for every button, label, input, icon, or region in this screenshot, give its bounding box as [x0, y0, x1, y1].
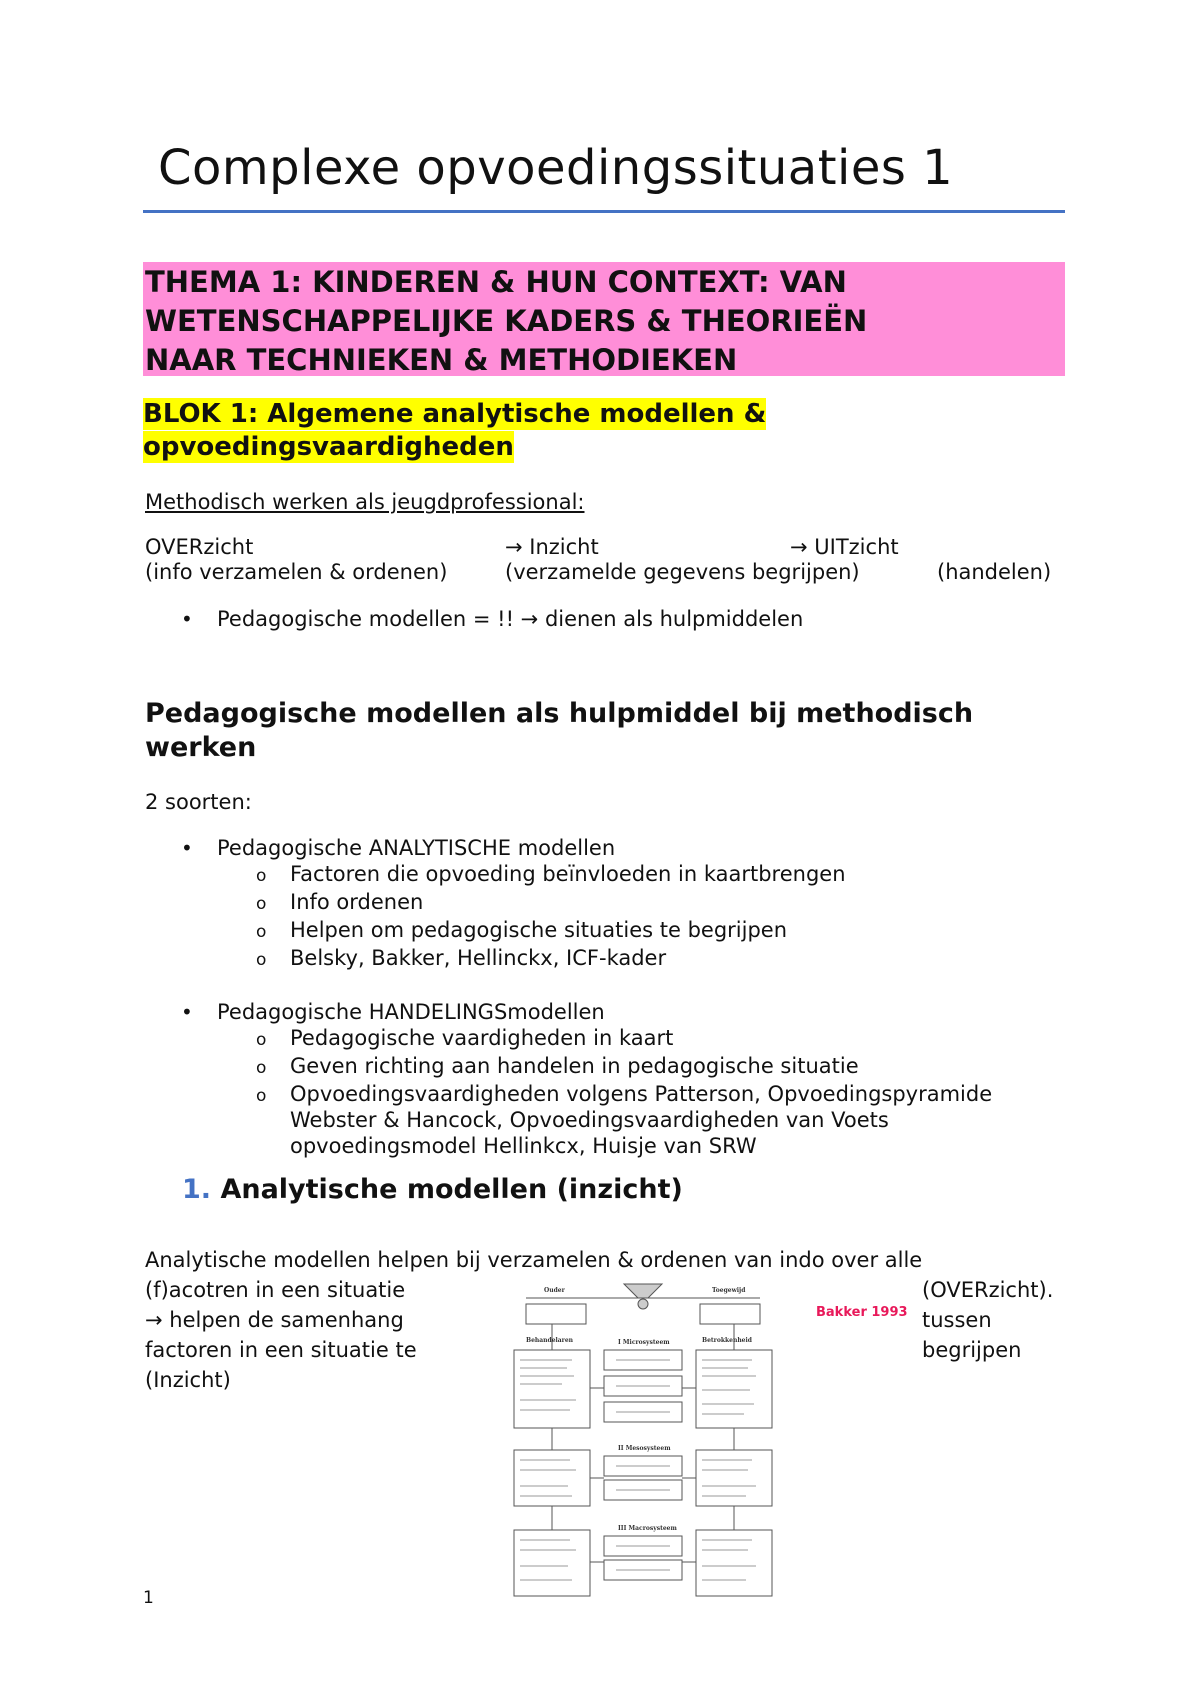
analytisch-para-right: (OVERzicht).: [922, 1278, 1054, 1302]
analytisch-para-left: factoren in een situatie te: [145, 1338, 417, 1362]
analytisch-label: Pedagogische ANALYTISCHE modellen: [217, 836, 616, 860]
analytisch-item: Belsky, Bakker, Hellinckx, ICF-kader: [290, 946, 667, 970]
figure-label: II Mesosysteem: [618, 1445, 671, 1452]
sub-bullet-icon: o: [256, 866, 267, 886]
handelings-item-line-3: opvoedingsmodel Hellinkcx, Huisje van SRW: [290, 1134, 757, 1158]
uitzicht-label: → UITzicht: [790, 535, 899, 559]
page-title: Complexe opvoedingssituaties 1: [158, 140, 954, 196]
handelings-item: Geven richting aan handelen in pedagogische situatie: [290, 1054, 859, 1078]
inzicht-desc: (verzamelde gegevens begrijpen): [505, 560, 860, 584]
section-heading-line-1: Pedagogische modellen als hulpmiddel bij methodisch: [145, 698, 974, 729]
handelings-item: Pedagogische vaardigheden in kaart: [290, 1026, 674, 1050]
sub-bullet-icon: o: [256, 950, 267, 970]
figure-label: Ouder: [544, 1287, 565, 1294]
analytisch-item: Factoren die opvoeding beïnvloeden in kaartbrengen: [290, 862, 846, 886]
methodisch-heading: Methodisch werken als jeugdprofessional:: [145, 490, 585, 514]
sub-bullet-icon: o: [256, 1058, 267, 1078]
overzicht-label: OVERzicht: [145, 535, 254, 559]
analytisch-para-line-1: Analytische modellen helpen bij verzamelen & ordenen van indo over alle: [145, 1248, 923, 1272]
figure-label: Behandelaren: [526, 1337, 574, 1344]
sub-bullet-icon: o: [256, 894, 267, 914]
blok-heading-line-2: opvoedingsvaardigheden: [143, 432, 514, 462]
handelings-item-line-1: Opvoedingsvaardigheden volgens Patterson, Opvoedingspyramide: [290, 1082, 993, 1106]
analytisch-para-left: (Inzicht): [145, 1368, 231, 1392]
inzicht-label: → Inzicht: [505, 535, 599, 559]
analytische-modellen-heading: [182, 1173, 683, 1207]
heading-number: 1.: [182, 1174, 212, 1205]
sub-bullet-icon: o: [256, 1086, 267, 1106]
soorten-intro: 2 soorten:: [145, 790, 252, 814]
analytisch-para-right: tussen: [922, 1308, 992, 1332]
section-heading-line-2: werken: [145, 732, 257, 763]
bakker-model-diagram: [512, 1280, 774, 1598]
analytisch-para-right: begrijpen: [922, 1338, 1022, 1362]
bullet-icon: •: [181, 607, 193, 631]
uitzicht-desc: (handelen): [937, 560, 1052, 584]
thema-line-1: THEMA 1: KINDEREN & HUN CONTEXT: VAN: [145, 265, 847, 299]
title-underline: [143, 210, 1065, 213]
sub-bullet-icon: o: [256, 922, 267, 942]
analytisch-para-left: (f)acotren in een situatie: [145, 1278, 406, 1302]
modellen-bullet-text: Pedagogische modellen = !! → dienen als hulpmiddelen: [217, 607, 804, 631]
thema-heading: [143, 262, 1065, 376]
bullet-icon: •: [181, 1000, 193, 1024]
blok-heading-line-1: BLOK 1: Algemene analytische modellen &: [143, 399, 767, 429]
analytisch-item: Helpen om pedagogische situaties te begrijpen: [290, 918, 788, 942]
figure-label: Betrokkenheid: [702, 1337, 752, 1344]
thema-line-3: NAAR TECHNIEKEN & METHODIEKEN: [145, 343, 738, 377]
overzicht-desc: (info verzamelen & ordenen): [145, 560, 448, 584]
heading-text: Analytische modellen (inzicht): [220, 1174, 683, 1205]
thema-line-2: WETENSCHAPPELIJKE KADERS & THEORIEËN: [145, 304, 868, 338]
figure-label: Toegewijd: [712, 1287, 746, 1294]
analytisch-para-left: → helpen de samenhang: [145, 1308, 404, 1332]
figure-label: I Microsysteem: [618, 1339, 670, 1346]
sub-bullet-icon: o: [256, 1030, 267, 1050]
page-number: 1: [143, 1588, 154, 1608]
bullet-icon: •: [181, 836, 193, 860]
handelings-item-line-2: Webster & Hancock, Opvoedingsvaardigheden van Voets: [290, 1108, 889, 1132]
handelings-label: Pedagogische HANDELINGSmodellen: [217, 1000, 605, 1024]
figure-label: III Macrosysteem: [618, 1525, 677, 1532]
analytisch-item: Info ordenen: [290, 890, 424, 914]
funnel-icon: [624, 1284, 662, 1298]
figure-caption: Bakker 1993: [816, 1305, 908, 1320]
